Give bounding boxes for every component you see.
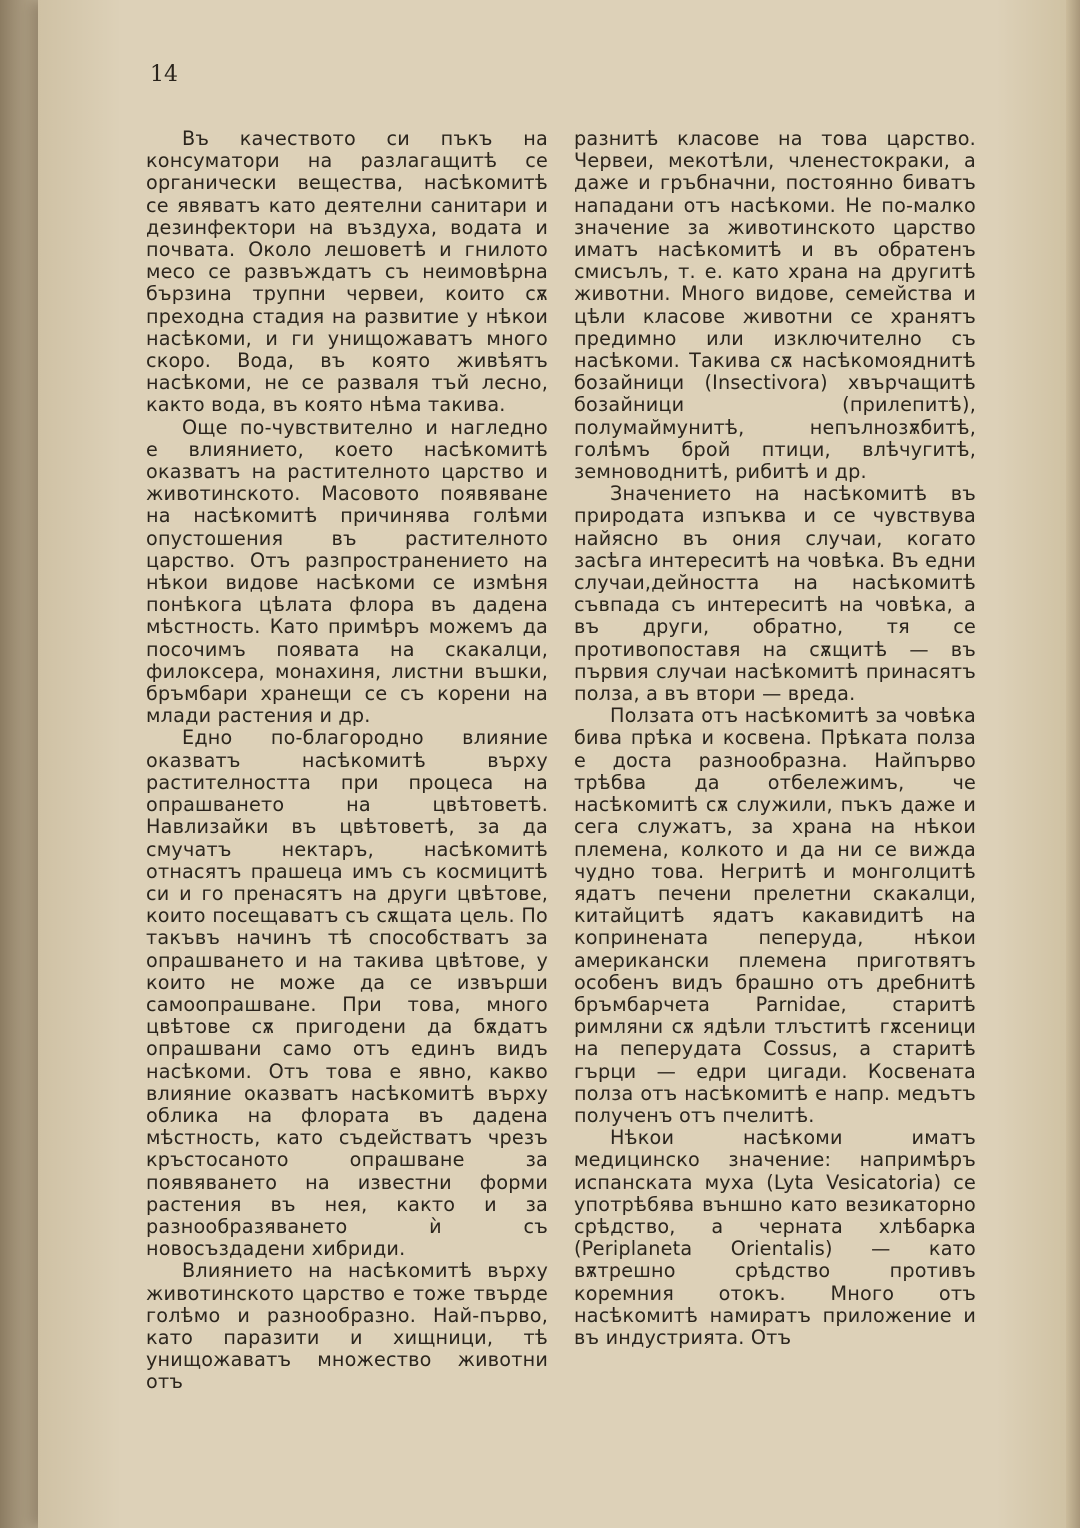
page-stack-edge [1066, 0, 1080, 1528]
right-column [574, 128, 976, 1349]
paragraph: Още по-чувствително и нагледно е влиянието, което насѣкомитѣ оказватъ на растителното царство и животинското. Масовото появяване на насѣкомитѣ причинява голѣми опустошения въ растителното царство. Отъ разпространението на нѣкои видове насѣкоми се измѣня понѣкога цѣлата флора въ дадена мѣстность. Като примѣръ можемъ да посочимъ появата на скакалци, филоксера, монахиня, листни въшки, бръмбари хранещи се съ корени на млади растения и др. [146, 415, 548, 728]
paragraph: Ползата отъ насѣкомитѣ за човѣка бива прѣка и косвена. Прѣката полза е доста разнообразна. Найпърво трѣбва да отбележимъ, че насѣкомитѣ сѫ служили, пъкъ даже и сега служатъ, за храна на нѣкои племена, колкото и да ни се вижда чудно това. Негритѣ и монголцитѣ ядатъ печени прелетни скакалци, китайцитѣ ядатъ какавидитѣ на копринената пеперуда, нѣкои американски племена приготвятъ особенъ видъ брашно отъ дребнитѣ бръмбарчета Parnidae, старитѣ римляни сѫ ядѣли тлъститѣ гѫсеници на пеперудата Cossus, а старитѣ гърци — едри цигади. Косвената полза отъ насѣкомитѣ е напр. медътъ полученъ отъ пчелитѣ. [574, 704, 976, 1127]
left-column [146, 128, 548, 1394]
book-binding-edge [0, 0, 38, 1528]
page-number: 14 [150, 62, 178, 87]
paragraph: Нѣкои насѣкоми иматъ медицинско значение: напримѣръ испанската муха (Lyta Vesicatoria) се употрѣбява външно като везикаторно срѣдство, а черната хлѣбарка (Periplaneta Orientalis) — като вѫтрешно срѣдство противъ коремния отокъ. Много отъ насѣкомитѣ намиратъ приложение и въ индустрията. Отъ [574, 1126, 976, 1349]
paragraph: Едно по-благородно влияние оказватъ насѣкомитѣ върху растителността при процеса на опрашването на цвѣтоветѣ. Навлизайки въ цвѣтоветѣ, за да смучатъ нектаръ, насѣкомитѣ отнасятъ прашеца имъ съ космицитѣ си и го пренасятъ на други цвѣтове, които посещаватъ съ сѫщата цель. По такъвъ начинъ тѣ способстватъ за опрашването и на такива цвѣтове, у които не може да се извърши самоопрашване. При това, много цвѣтове сѫ пригодени да бѫдатъ опрашвани само отъ единъ видъ насѣкоми. Отъ това е явно, какво влияние оказватъ насѣкомитѣ върху облика на флората въ дадена мѣстность, като съдействатъ чрезъ кръстосаното опрашване за появяването на известни форми растения въ нея, както и за разнообразяването ѝ съ новосъздадени хибриди. [146, 726, 548, 1261]
paragraph-continued: разнитѣ класове на това царство. Червеи, мекотѣли, членестокраки, а даже и гръбначни, постоянно биватъ нападани отъ насѣкоми. Не по-малко значение за животинското царство иматъ насѣкомитѣ и въ обратенъ смисълъ, т. е. като храна на другитѣ животни. Много видове, семейства и цѣли класове животни се хранятъ предимно или изключително съ насѣкоми. Такива сѫ насѣкомояднитѣ бозайници (Insectivora) хвърчащитѣ бозайници (прилепитѣ), полумаймунитѣ, непълнозѫбитѣ, голѣмъ брой птици, влѣчугитѣ, земноводнитѣ, рибитѣ и др. [574, 127, 976, 484]
paragraph: Значението на насѣкомитѣ въ природата изпъква и се чувствува найясно въ ония случаи, когато засѣга интереситѣ на човѣка. Въ едни случаи,дейността на насѣкомитѣ съвпада съ интереситѣ на човѣка, а въ други, обратно, тя се противопоставя на сѫщитѣ — въ първия случаи насѣкомитѣ принасятъ полза, а въ втори — вреда. [574, 482, 976, 706]
paragraph: Въ качеството си пъкъ на консуматори на разлагащитѣ се органически вещества, насѣкомитѣ се явяватъ като деятелни санитари и дезинфектори на въздуха, водата и почвата. Около лешоветѣ и гнилото месо се развъждатъ съ неимовѣрна бързина трупни червеи, които сѫ преходна стадия на развитие у нѣкои насѣкоми, и ги унищожаватъ много скоро. Вода, въ която живѣятъ насѣкоми, не се разваля тъй лесно, както вода, въ която нѣма такива. [146, 127, 548, 417]
paragraph: Влиянието на насѣкомитѣ върху животинското царство е тоже твърде голѣмо и разнообразно. Най-първо, като паразити и хищници, тѣ унищожаватъ множество животни отъ [146, 1259, 548, 1394]
